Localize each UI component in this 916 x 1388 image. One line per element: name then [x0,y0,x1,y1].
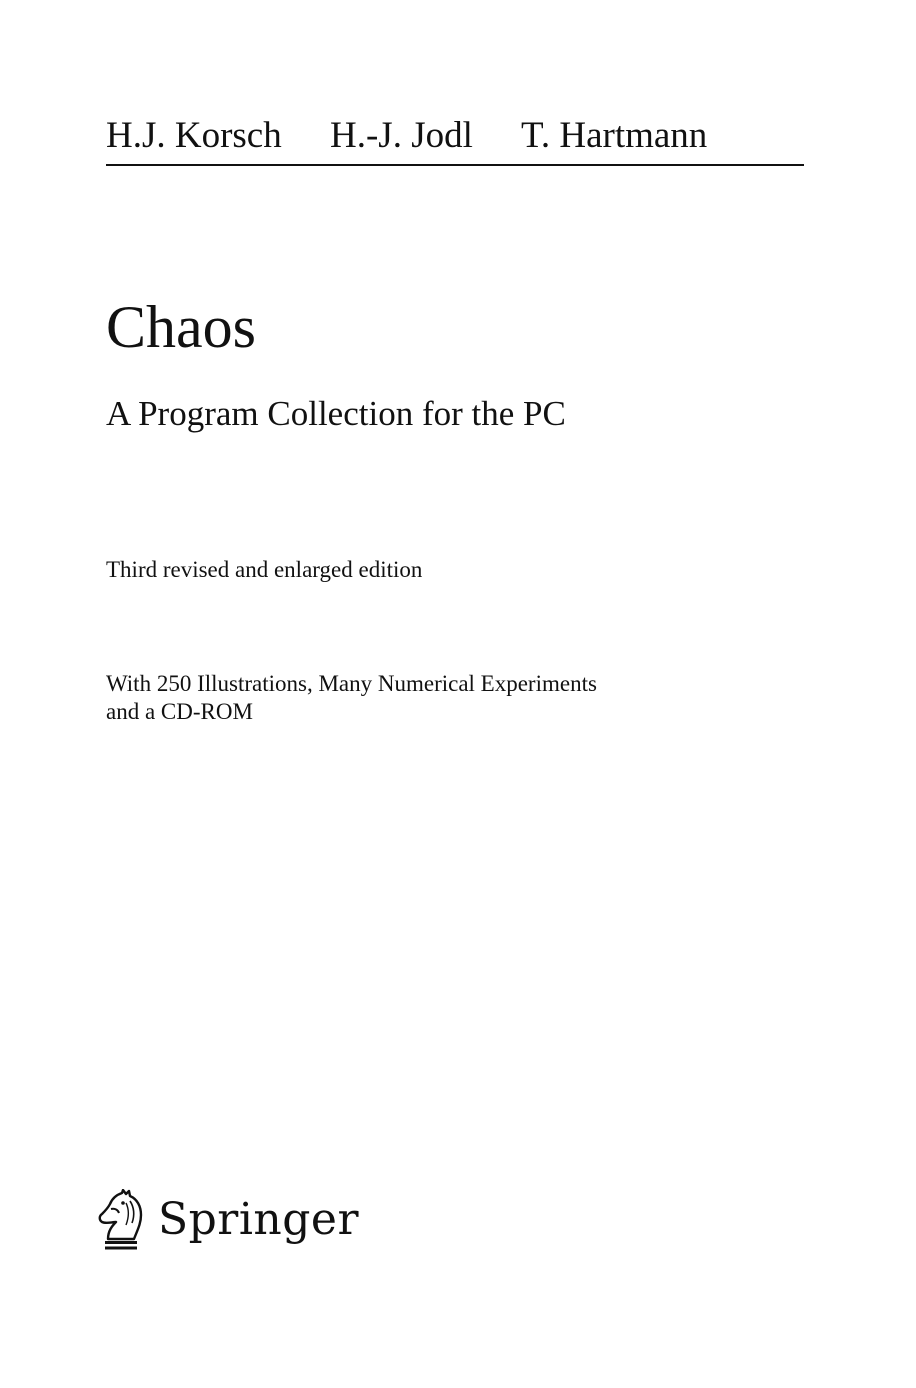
author-line [106,112,804,166]
features-line: With 250 Illustrations, Many Numerical Experiments [106,671,597,696]
author-name: H.J. Korsch [106,115,282,156]
edition-note: Third revised and enlarged edition [106,557,423,582]
author-name: H.-J. Jodl [330,115,473,156]
book-title: Chaos [106,294,256,360]
publisher-name: Springer [158,1194,359,1245]
chess-knight-horse-head-icon [96,1189,148,1251]
author-name: T. Hartmann [521,115,708,156]
publisher-imprint [96,1188,359,1252]
features-line: and a CD-ROM [106,699,253,724]
book-subtitle: A Program Collection for the PC [106,394,566,433]
features-note [106,670,597,726]
